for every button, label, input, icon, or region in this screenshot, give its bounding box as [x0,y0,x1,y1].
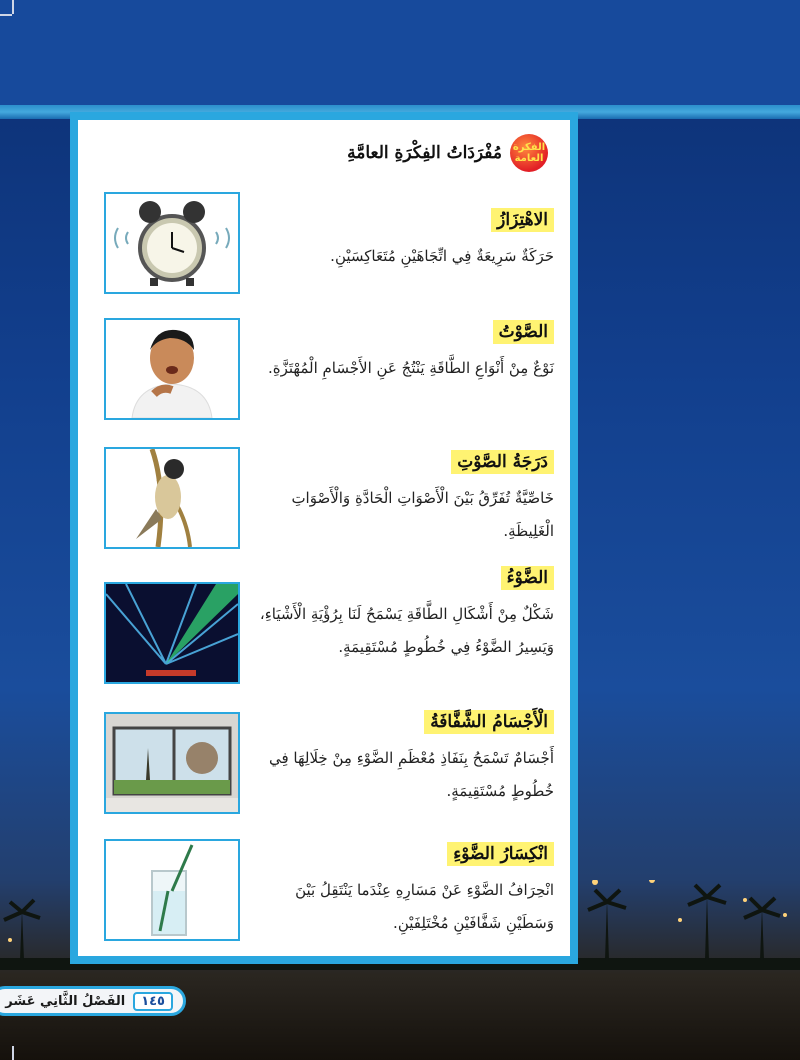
vocabulary-card [70,112,578,964]
vocab-term: الْأَجْسَامُ الشَّفَّافَةُ [424,710,554,734]
vocab-entry-sound [244,320,554,385]
boy-image [104,318,240,420]
vocab-entry-transparent [244,710,554,808]
vocab-entry-vibration [244,208,554,273]
laser-lights-image [104,582,240,684]
big-idea-badge [510,134,548,172]
vocab-term: انْكِسَارُ الضَّوْءِ [447,842,554,866]
bird-image [104,447,240,549]
crop-mark [12,1046,14,1060]
vocab-entry-refraction [244,842,554,940]
vocab-definition: أَجْسَامٌ تَسْمَحُ بِنَفَاذِ مُعْظَمِ الضَّوْءِ مِنْ خِلَالِهَا فِي خُطُوطٍ مُسْتَقِيمَةٍ. [268,749,554,800]
vocabulary-title: مُفْرَدَاتُ الفِكْرَةِ العامَّةِ [347,143,502,163]
badge-line-1: الفكرة [512,142,546,153]
vocab-term: الصَّوْتُ [493,320,554,344]
vocab-definition: خَاصِّيَّةٌ تُفَرِّقُ بَيْنَ الْأَصْوَاتِ الْحَادَّةِ وَالْأَصْوَاتِ الْغَلِيظَةِ. [291,489,554,540]
vocab-entry-pitch [244,450,554,548]
vocabulary-header [347,134,548,172]
vocab-term: الضَّوْءُ [501,566,554,590]
vocab-term: دَرَجَةُ الصَّوْتِ [451,450,554,474]
crop-mark [0,14,12,16]
vocab-term: الاهْتِزَازُ [491,208,554,232]
chapter-label: الفَصْلُ الثَّانِي عَشَر [5,993,126,1009]
vocab-definition: شَكْلٌ مِنْ أَشْكَالِ الطَّاقَةِ يَسْمَحُ لَنَا بِرُؤْيَةِ الْأَشْيَاءِ، وَيَسِيرُ الضَّوْءُ فِي خُطُوطٍ مُسْتَقِيمَةٍ. [259,605,554,656]
vocab-definition: حَرَكَةٌ سَرِيعَةٌ فِي اتِّجَاهَيْنِ مُتَعَاكِسَيْنِ. [330,247,554,265]
vocab-definition: انْحِرَافُ الضَّوْءِ عَنْ مَسَارِهِ عِنْدَما يَنْتَقِلُ بَيْنَ وَسَطَيْنِ شَفَّافَيْنِ مُخْتَلِفَيْنِ. [295,881,554,932]
vocab-entry-light [244,566,554,664]
badge-line-2: العامة [514,153,544,164]
page-header-band [0,0,800,105]
page-footer [0,986,186,1016]
window-image [104,712,240,814]
glass-straw-image [104,839,240,941]
vocab-definition: نَوْعٌ مِنْ أَنْوَاعِ الطَّاقَةِ يَنْتُجُ عَنِ الأَجْسَامِ الْمُهْتَزَّةِ. [267,359,554,377]
page-number: ١٤٥ [133,992,173,1011]
crop-mark [12,0,14,14]
alarm-clock-image [104,192,240,294]
